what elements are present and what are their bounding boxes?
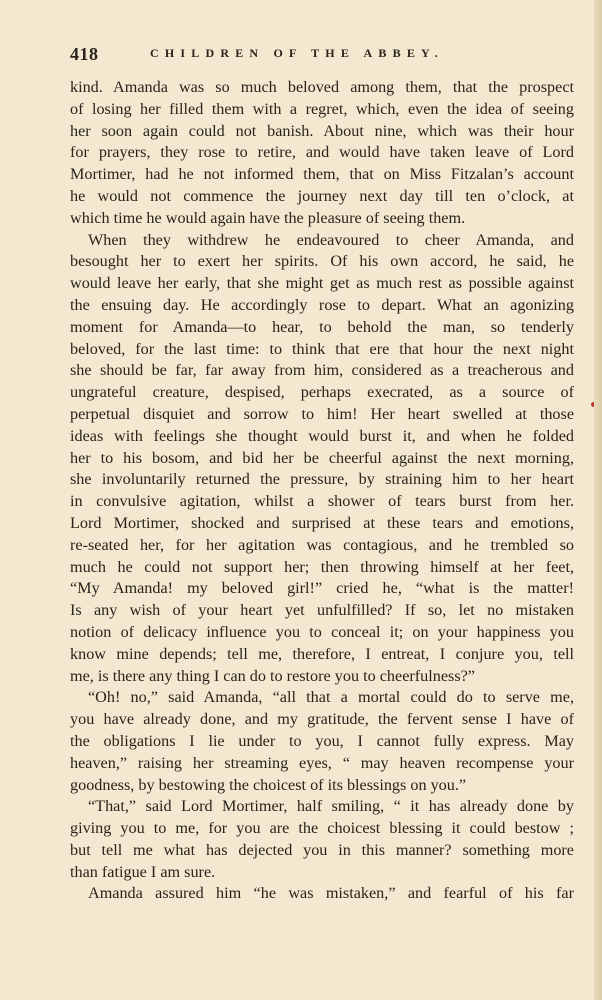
text-line: much he could not support her; then throwing himself at her feet, xyxy=(70,557,574,576)
text-line: he would not commence the journey next day till ten o’clock, at xyxy=(70,186,574,205)
text-line: Is any wish of your heart yet unfulfilled? If so, let no mistaken xyxy=(70,601,574,620)
running-head: CHILDREN OF THE ABBEY. xyxy=(150,46,444,60)
text-line: “My Amanda! my beloved girl!” cried he, “what is the matter! xyxy=(70,579,574,598)
text-line: When they withdrew he endeavoured to cheer Amanda, and xyxy=(88,230,574,249)
text-line: in convulsive agitation, whilst a shower of tears burst from her. xyxy=(70,492,574,511)
text-line: Amanda assured him “he was mistaken,” and fearful of his far xyxy=(88,884,574,903)
text-line: you have already done, and my gratitude, the fervent sense I have of xyxy=(70,710,574,729)
text-line: moment for Amanda—to hear, to behold the man, so tenderly xyxy=(70,317,574,336)
text-line: Lord Mortimer, shocked and surprised at these tears and emotions, xyxy=(70,513,574,532)
text-line: kind. Amanda was so much beloved among them, that the prospect xyxy=(70,78,574,96)
page-number: 418 xyxy=(70,44,99,64)
text-line: she should be far, far away from him, considered as a treacherous and xyxy=(70,361,574,380)
text-line: re-seated her, for her agitation was contagious, and he trembled so xyxy=(70,535,574,554)
text-line: heaven,” raising her streaming eyes, “ may heaven recompense your xyxy=(70,753,574,772)
page-header xyxy=(70,44,530,66)
text-line: Mortimer, had he not informed them, that on Miss Fitzalan’s account xyxy=(70,165,574,184)
text-line: beloved, for the last time: to think that ere that hour the next night xyxy=(70,339,574,358)
text-line: would leave her early, that she might get as much rest as possible against xyxy=(70,274,574,293)
text-line: me, is there any thing I can do to restore you to cheerfulness?” xyxy=(70,666,475,685)
text-line: her soon again could not banish. About nine, which was their hour xyxy=(70,121,574,140)
text-line: “That,” said Lord Mortimer, half smiling, “ it has already done by xyxy=(88,797,574,816)
text-line: perpetual disquiet and sorrow to him! Her heart swelled at those xyxy=(70,404,574,423)
text-line: besought her to exert her spirits. Of his own accord, he said, he xyxy=(70,252,574,271)
page-edge xyxy=(594,0,602,1000)
text-line: of losing her filled them with a regret, which, even the idea of seeing xyxy=(70,99,574,118)
text-line: ungrateful creature, despised, perhaps execrated, as a source of xyxy=(70,383,574,402)
text-line: but tell me what has dejected you in this manner? something more xyxy=(70,840,574,859)
text-line: the obligations I lie under to you, I cannot fully express. May xyxy=(70,731,574,750)
text-line: ideas with feelings she thought would burst it, and when he folded xyxy=(70,426,574,445)
text-line: she involuntarily returned the pressure, by straining him to her heart xyxy=(70,470,574,489)
text-line: the ensuing day. He accordingly rose to depart. What an agonizing xyxy=(70,295,574,314)
text-line: goodness, by bestowing the choicest of its blessings on you.” xyxy=(70,775,467,794)
body-text xyxy=(70,77,574,905)
text-line: know mine depends; tell me, therefore, I entreat, I conjure you, tell xyxy=(70,644,574,663)
text-line: than fatigue I am sure. xyxy=(70,862,216,881)
text-line: giving you to me, for you are the choicest blessing it could bestow ; xyxy=(70,819,574,838)
text-line: for prayers, they rose to retire, and would have taken leave of Lord xyxy=(70,143,574,162)
text-line: which time he would again have the pleasure of seeing them. xyxy=(70,208,466,227)
text-line: “Oh! no,” said Amanda, “all that a mortal could do to serve me, xyxy=(88,688,574,707)
text-line: notion of delicacy influence you to conceal it; on your happiness you xyxy=(70,622,574,641)
text-line: her to his bosom, and bid her be cheerful against the next morning, xyxy=(70,448,574,467)
